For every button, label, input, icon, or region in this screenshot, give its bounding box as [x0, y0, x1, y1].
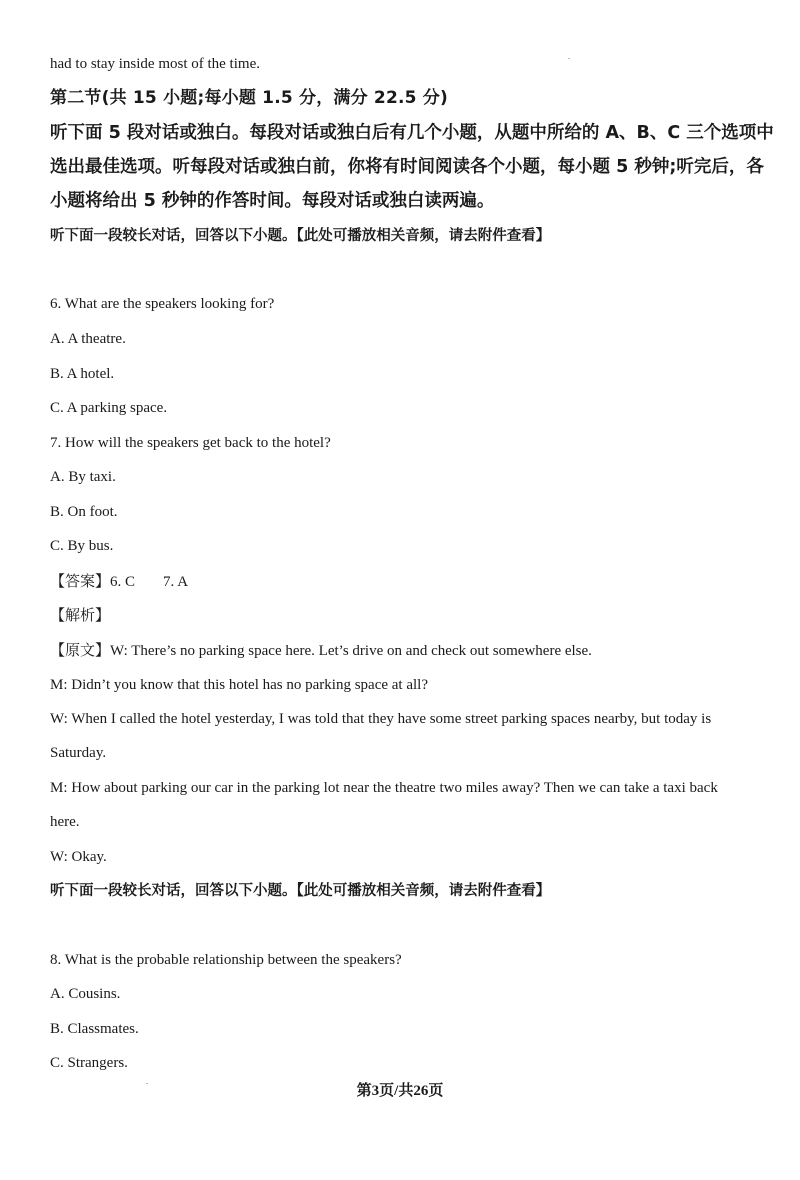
analysis-tag: 【解析】 — [50, 606, 111, 624]
q7-option-b: B. On foot. — [50, 504, 118, 520]
audio-cue: 听下面一段较长对话，回答以下小题。【此处可播放相关音频，请去附件查看】 — [50, 228, 551, 244]
answer-line — [50, 571, 188, 592]
instruction-line-1: 听下面 5 段对话或独白。每段对话或独白后有几个小题，从题中所给的 A、B、C 三个选项中 — [50, 123, 774, 143]
q8-option-a: A. Cousins. — [50, 986, 121, 1002]
q6-option-a: A. A theatre. — [50, 331, 126, 347]
page-footer: 第3页/共26页 — [356, 1083, 444, 1099]
transcript-line-7: W: Okay. — [50, 849, 107, 865]
question-6: 6. What are the speakers looking for? — [50, 296, 275, 312]
transcript-text-1: W: There’s no parking space here. Let’s drive on and check out somewhere else. — [110, 643, 592, 659]
q7-option-a: A. By taxi. — [50, 469, 116, 485]
transcript-line-2: M: Didn’t you know that this hotel has no parking space at all? — [50, 677, 428, 693]
scan-speck — [568, 58, 570, 59]
instruction-line-3: 小题将给出 5 秒钟的作答时间。每段对话或独白读两遍。 — [50, 191, 495, 211]
transcript-line-5: M: How about parking our car in the parking lot near the theatre two miles away? Then we can take a taxi back — [50, 780, 718, 796]
question-7: 7. How will the speakers get back to the hotel? — [50, 435, 331, 451]
q6-option-c: C. A parking space. — [50, 400, 168, 416]
transcript-line-6: here. — [50, 814, 80, 830]
section-heading: 第二节(共 15 小题;每小题 1.5 分，满分 22.5 分) — [50, 88, 448, 108]
carryover-line: had to stay inside most of the time. — [50, 56, 260, 72]
transcript-line-3: W: When I called the hotel yesterday, I was told that they have some street parking spaces nearby, but today is — [50, 711, 712, 727]
q8-option-c: C. Strangers. — [50, 1055, 128, 1071]
audio-cue-2: 听下面一段较长对话，回答以下小题。【此处可播放相关音频，请去附件查看】 — [50, 883, 551, 899]
answer-tag: 【答案】 — [50, 572, 111, 590]
q7-option-c: C. By bus. — [50, 538, 114, 554]
transcript-line-1 — [50, 640, 592, 661]
q6-option-b: B. A hotel. — [50, 366, 115, 382]
transcript-line-4: Saturday. — [50, 745, 107, 761]
q8-option-b: B. Classmates. — [50, 1021, 139, 1037]
answer-6: 6. C — [110, 574, 136, 590]
answer-7: 7. A — [163, 574, 189, 590]
question-8: 8. What is the probable relationship between the speakers? — [50, 952, 402, 968]
instruction-line-2: 选出最佳选项。听每段对话或独白前，你将有时间阅读各个小题，每小题 5 秒钟;听完后，各 — [50, 157, 764, 177]
transcript-tag: 【原文】 — [50, 641, 111, 659]
